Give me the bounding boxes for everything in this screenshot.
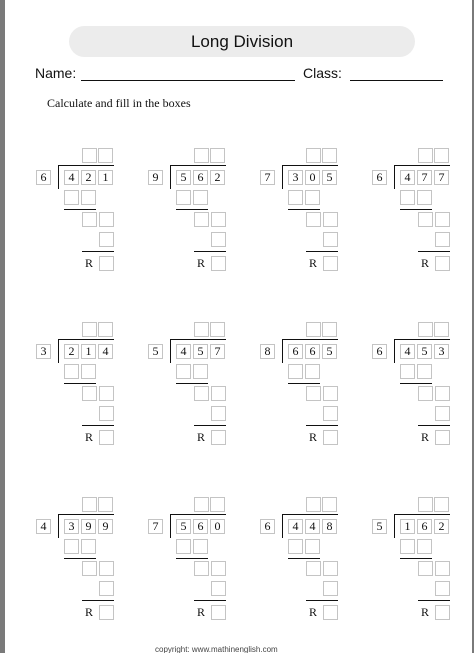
dividend-digit: 4 bbox=[64, 170, 79, 185]
remainder-label: R bbox=[196, 605, 205, 619]
worksheet bbox=[5, 0, 472, 653]
quotient-box[interactable] bbox=[82, 148, 97, 163]
division-problem bbox=[145, 497, 225, 625]
remainder-box[interactable] bbox=[211, 256, 226, 271]
dividend-digit: 6 bbox=[288, 344, 303, 359]
dividend-digit: 9 bbox=[98, 519, 113, 534]
quotient-box[interactable] bbox=[82, 497, 97, 512]
dividend-digit: 4 bbox=[98, 344, 113, 359]
work-box[interactable] bbox=[176, 190, 191, 205]
name-label: Name: bbox=[35, 65, 77, 81]
quotient-box[interactable] bbox=[434, 322, 449, 337]
worksheet-title: Long Division bbox=[69, 26, 415, 57]
work-box[interactable] bbox=[323, 406, 338, 421]
remainder-box[interactable] bbox=[99, 430, 114, 445]
work-box[interactable] bbox=[306, 386, 321, 401]
work-box[interactable] bbox=[81, 364, 96, 379]
quotient-box[interactable] bbox=[322, 497, 337, 512]
subtraction-line bbox=[306, 251, 338, 252]
quotient-box[interactable] bbox=[98, 148, 113, 163]
quotient-box[interactable] bbox=[306, 497, 321, 512]
quotient-box[interactable] bbox=[322, 322, 337, 337]
subtraction-line bbox=[418, 600, 450, 601]
quotient-box[interactable] bbox=[418, 148, 433, 163]
work-box[interactable] bbox=[435, 406, 450, 421]
division-bar bbox=[394, 339, 450, 340]
division-problem bbox=[369, 497, 449, 625]
divisor: 4 bbox=[36, 519, 51, 534]
division-bracket bbox=[170, 514, 171, 538]
division-bar bbox=[170, 514, 226, 515]
subtraction-line bbox=[306, 425, 338, 426]
work-box[interactable] bbox=[99, 561, 114, 576]
quotient-box[interactable] bbox=[194, 148, 209, 163]
division-problem bbox=[145, 148, 225, 276]
work-box[interactable] bbox=[82, 386, 97, 401]
work-box[interactable] bbox=[323, 386, 338, 401]
division-bar bbox=[282, 514, 338, 515]
quotient-box[interactable] bbox=[210, 497, 225, 512]
dividend-digit: 5 bbox=[193, 344, 208, 359]
remainder-box[interactable] bbox=[323, 256, 338, 271]
work-box[interactable] bbox=[99, 232, 114, 247]
remainder-label: R bbox=[84, 256, 93, 270]
quotient-box[interactable] bbox=[434, 497, 449, 512]
quotient-box[interactable] bbox=[210, 148, 225, 163]
divisor: 6 bbox=[372, 344, 387, 359]
quotient-box[interactable] bbox=[194, 497, 209, 512]
work-box[interactable] bbox=[435, 232, 450, 247]
division-problem bbox=[33, 148, 113, 276]
name-line bbox=[81, 80, 295, 81]
work-box[interactable] bbox=[435, 386, 450, 401]
work-box[interactable] bbox=[194, 561, 209, 576]
remainder-box[interactable] bbox=[99, 605, 114, 620]
work-box[interactable] bbox=[323, 232, 338, 247]
division-bracket bbox=[58, 514, 59, 538]
divisor: 8 bbox=[260, 344, 275, 359]
work-box[interactable] bbox=[305, 539, 320, 554]
quotient-box[interactable] bbox=[306, 322, 321, 337]
division-bar bbox=[170, 165, 226, 166]
work-box[interactable] bbox=[400, 190, 415, 205]
dividend-digit: 7 bbox=[210, 344, 225, 359]
dividend-digit: 3 bbox=[434, 344, 449, 359]
remainder-box[interactable] bbox=[323, 430, 338, 445]
remainder-label: R bbox=[308, 605, 317, 619]
work-box[interactable] bbox=[323, 561, 338, 576]
remainder-label: R bbox=[420, 605, 429, 619]
subtraction-line bbox=[306, 600, 338, 601]
dividend-digit: 1 bbox=[81, 344, 96, 359]
division-bracket bbox=[58, 339, 59, 363]
work-box[interactable] bbox=[193, 539, 208, 554]
dividend-digit: 4 bbox=[176, 344, 191, 359]
work-box[interactable] bbox=[211, 232, 226, 247]
work-box[interactable] bbox=[288, 539, 303, 554]
divisor: 6 bbox=[372, 170, 387, 185]
remainder-box[interactable] bbox=[323, 605, 338, 620]
work-box[interactable] bbox=[99, 406, 114, 421]
subtraction-line bbox=[418, 425, 450, 426]
work-box[interactable] bbox=[64, 364, 79, 379]
quotient-box[interactable] bbox=[322, 148, 337, 163]
remainder-box[interactable] bbox=[211, 605, 226, 620]
remainder-box[interactable] bbox=[435, 605, 450, 620]
dividend-digit: 5 bbox=[176, 170, 191, 185]
work-box[interactable] bbox=[81, 539, 96, 554]
subtraction-line bbox=[64, 383, 96, 384]
work-box[interactable] bbox=[305, 190, 320, 205]
work-box[interactable] bbox=[64, 190, 79, 205]
remainder-label: R bbox=[420, 256, 429, 270]
work-box[interactable] bbox=[306, 212, 321, 227]
work-box[interactable] bbox=[193, 190, 208, 205]
work-box[interactable] bbox=[400, 539, 415, 554]
work-box[interactable] bbox=[82, 561, 97, 576]
work-box[interactable] bbox=[323, 581, 338, 596]
remainder-label: R bbox=[420, 430, 429, 444]
subtraction-line bbox=[82, 251, 114, 252]
division-bracket bbox=[282, 165, 283, 189]
division-problem bbox=[145, 322, 225, 450]
work-box[interactable] bbox=[435, 581, 450, 596]
dividend-digit: 3 bbox=[64, 519, 79, 534]
work-box[interactable] bbox=[418, 386, 433, 401]
work-box[interactable] bbox=[194, 386, 209, 401]
subtraction-line bbox=[400, 209, 432, 210]
division-bracket bbox=[394, 339, 395, 363]
division-bracket bbox=[282, 514, 283, 538]
division-bar bbox=[282, 165, 338, 166]
quotient-box[interactable] bbox=[306, 148, 321, 163]
division-bar bbox=[58, 339, 114, 340]
division-bar bbox=[394, 514, 450, 515]
quotient-box[interactable] bbox=[418, 322, 433, 337]
dividend-digit: 4 bbox=[288, 519, 303, 534]
divisor: 6 bbox=[36, 170, 51, 185]
dividend-digit: 2 bbox=[434, 519, 449, 534]
work-box[interactable] bbox=[435, 212, 450, 227]
dividend-digit: 5 bbox=[322, 170, 337, 185]
division-bracket bbox=[282, 339, 283, 363]
division-problem bbox=[33, 497, 113, 625]
dividend-digit: 0 bbox=[210, 519, 225, 534]
division-bar bbox=[282, 339, 338, 340]
subtraction-line bbox=[288, 558, 320, 559]
divisor: 9 bbox=[148, 170, 163, 185]
divisor: 5 bbox=[372, 519, 387, 534]
dividend-digit: 5 bbox=[176, 519, 191, 534]
quotient-box[interactable] bbox=[82, 322, 97, 337]
division-bracket bbox=[58, 165, 59, 189]
division-problem bbox=[369, 322, 449, 450]
subtraction-line bbox=[418, 251, 450, 252]
dividend-digit: 3 bbox=[288, 170, 303, 185]
divisor: 7 bbox=[260, 170, 275, 185]
dividend-digit: 6 bbox=[305, 344, 320, 359]
subtraction-line bbox=[194, 425, 226, 426]
work-box[interactable] bbox=[211, 212, 226, 227]
remainder-label: R bbox=[308, 430, 317, 444]
work-box[interactable] bbox=[323, 212, 338, 227]
division-problem bbox=[257, 497, 337, 625]
remainder-label: R bbox=[308, 256, 317, 270]
quotient-box[interactable] bbox=[418, 497, 433, 512]
dividend-digit: 4 bbox=[400, 170, 415, 185]
work-box[interactable] bbox=[418, 561, 433, 576]
dividend-digit: 2 bbox=[210, 170, 225, 185]
subtraction-line bbox=[176, 383, 208, 384]
dividend-digit: 1 bbox=[98, 170, 113, 185]
remainder-box[interactable] bbox=[435, 430, 450, 445]
quotient-box[interactable] bbox=[98, 322, 113, 337]
dividend-digit: 6 bbox=[193, 519, 208, 534]
work-box[interactable] bbox=[99, 581, 114, 596]
subtraction-line bbox=[194, 600, 226, 601]
division-bracket bbox=[394, 514, 395, 538]
work-box[interactable] bbox=[99, 386, 114, 401]
dividend-digit: 5 bbox=[417, 344, 432, 359]
subtraction-line bbox=[176, 558, 208, 559]
division-bar bbox=[58, 514, 114, 515]
dividend-digit: 7 bbox=[434, 170, 449, 185]
work-box[interactable] bbox=[194, 212, 209, 227]
remainder-label: R bbox=[196, 430, 205, 444]
division-bar bbox=[170, 339, 226, 340]
divisor: 6 bbox=[260, 519, 275, 534]
work-box[interactable] bbox=[211, 406, 226, 421]
division-bracket bbox=[170, 165, 171, 189]
subtraction-line bbox=[288, 383, 320, 384]
work-box[interactable] bbox=[193, 364, 208, 379]
dividend-digit: 1 bbox=[400, 519, 415, 534]
subtraction-line bbox=[288, 209, 320, 210]
work-box[interactable] bbox=[305, 364, 320, 379]
division-bracket bbox=[170, 339, 171, 363]
dividend-digit: 8 bbox=[322, 519, 337, 534]
dividend-digit: 2 bbox=[64, 344, 79, 359]
subtraction-line bbox=[82, 600, 114, 601]
remainder-box[interactable] bbox=[211, 430, 226, 445]
division-bracket bbox=[394, 165, 395, 189]
remainder-label: R bbox=[84, 605, 93, 619]
quotient-box[interactable] bbox=[210, 322, 225, 337]
division-problem bbox=[369, 148, 449, 276]
division-problem bbox=[257, 322, 337, 450]
work-box[interactable] bbox=[211, 386, 226, 401]
work-box[interactable] bbox=[417, 190, 432, 205]
dividend-digit: 4 bbox=[305, 519, 320, 534]
subtraction-line bbox=[194, 251, 226, 252]
subtraction-line bbox=[400, 383, 432, 384]
work-box[interactable] bbox=[176, 539, 191, 554]
work-box[interactable] bbox=[417, 364, 432, 379]
dividend-digit: 9 bbox=[81, 519, 96, 534]
remainder-box[interactable] bbox=[99, 256, 114, 271]
dividend-digit: 7 bbox=[417, 170, 432, 185]
work-box[interactable] bbox=[288, 190, 303, 205]
instructions: Calculate and fill in the boxes bbox=[47, 96, 191, 110]
work-box[interactable] bbox=[64, 539, 79, 554]
remainder-label: R bbox=[84, 430, 93, 444]
subtraction-line bbox=[82, 425, 114, 426]
subtraction-line bbox=[400, 558, 432, 559]
remainder-box[interactable] bbox=[435, 256, 450, 271]
subtraction-line bbox=[64, 558, 96, 559]
footer-copyright: copyright: www.mathinenglish.com bbox=[155, 645, 278, 653]
quotient-box[interactable] bbox=[98, 497, 113, 512]
work-box[interactable] bbox=[99, 212, 114, 227]
work-box[interactable] bbox=[418, 212, 433, 227]
divisor: 5 bbox=[148, 344, 163, 359]
work-box[interactable] bbox=[306, 561, 321, 576]
work-box[interactable] bbox=[211, 561, 226, 576]
division-bar bbox=[58, 165, 114, 166]
division-problem bbox=[33, 322, 113, 450]
class-line bbox=[350, 80, 443, 81]
work-box[interactable] bbox=[288, 364, 303, 379]
quotient-box[interactable] bbox=[434, 148, 449, 163]
work-box[interactable] bbox=[176, 364, 191, 379]
subtraction-line bbox=[176, 209, 208, 210]
dividend-digit: 0 bbox=[305, 170, 320, 185]
dividend-digit: 2 bbox=[81, 170, 96, 185]
dividend-digit: 5 bbox=[322, 344, 337, 359]
dividend-digit: 4 bbox=[400, 344, 415, 359]
quotient-box[interactable] bbox=[194, 322, 209, 337]
class-label: Class: bbox=[303, 65, 342, 81]
work-box[interactable] bbox=[82, 212, 97, 227]
remainder-label: R bbox=[196, 256, 205, 270]
work-box[interactable] bbox=[400, 364, 415, 379]
divisor: 7 bbox=[148, 519, 163, 534]
dividend-digit: 6 bbox=[417, 519, 432, 534]
subtraction-line bbox=[64, 209, 96, 210]
division-problem bbox=[257, 148, 337, 276]
work-box[interactable] bbox=[211, 581, 226, 596]
division-bar bbox=[394, 165, 450, 166]
dividend-digit: 6 bbox=[193, 170, 208, 185]
work-box[interactable] bbox=[81, 190, 96, 205]
work-box[interactable] bbox=[435, 561, 450, 576]
work-box[interactable] bbox=[417, 539, 432, 554]
divisor: 3 bbox=[36, 344, 51, 359]
